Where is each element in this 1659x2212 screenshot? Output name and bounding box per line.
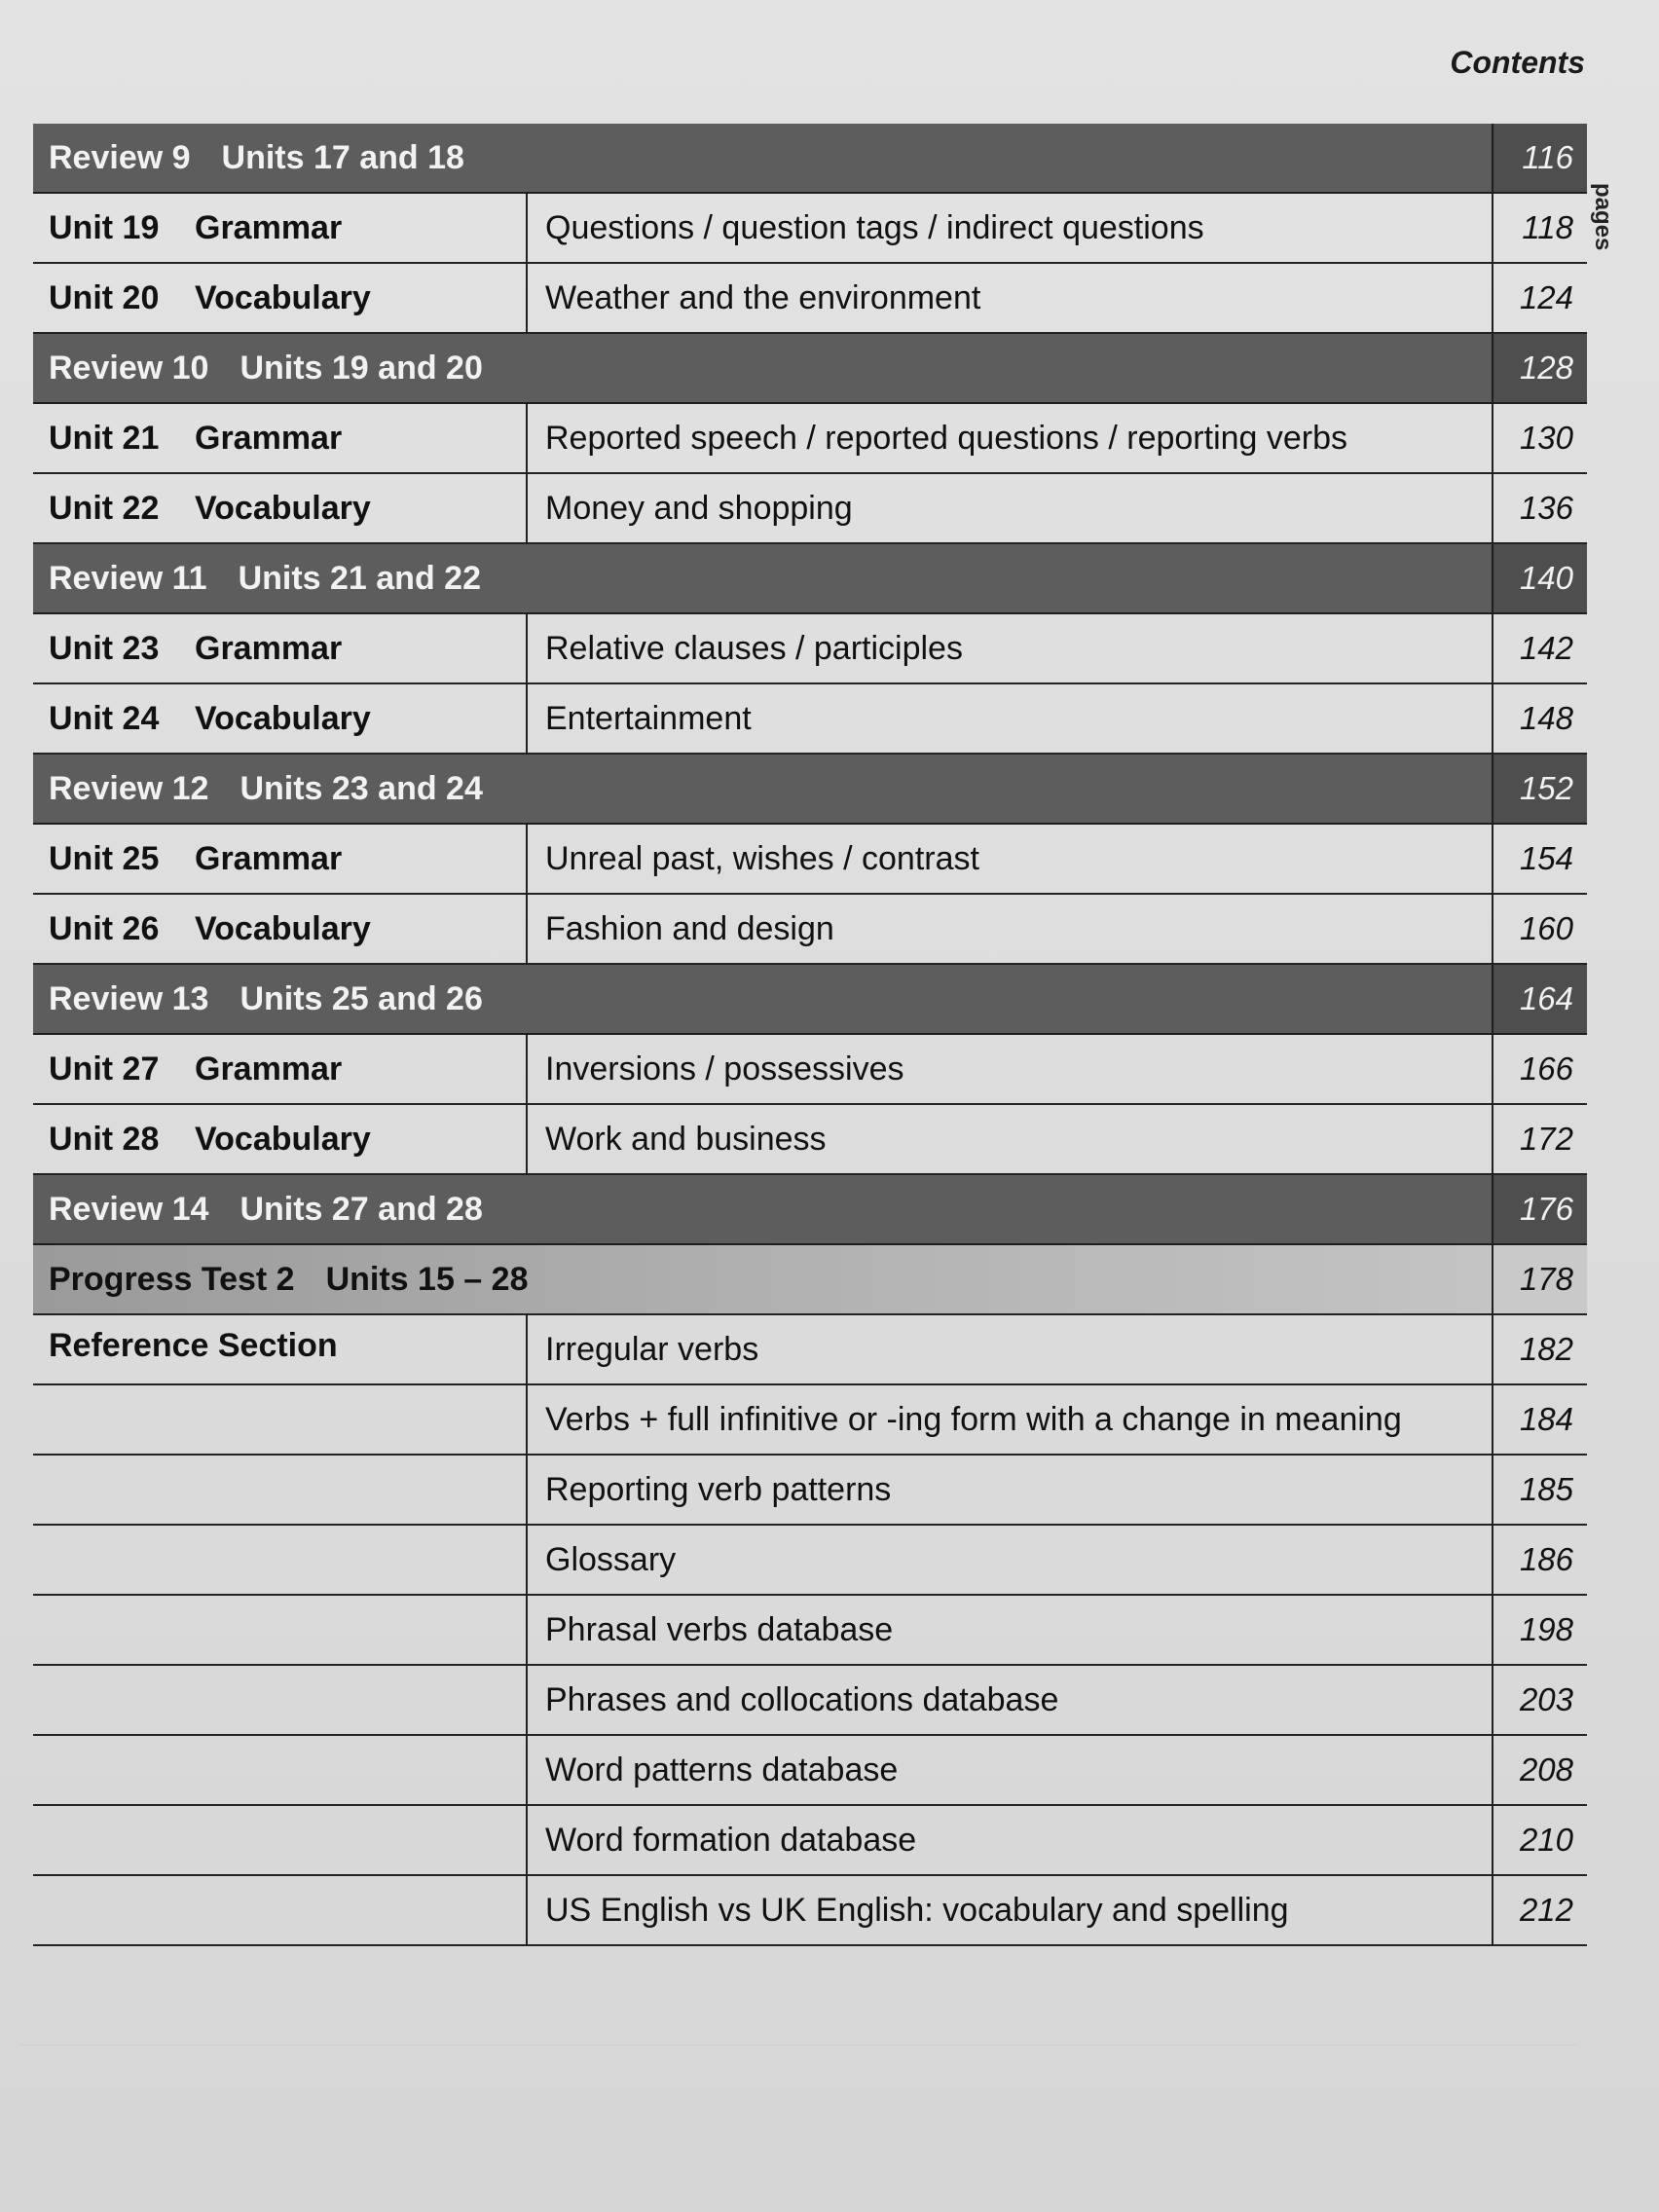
toc-row-unit <box>33 614 1587 684</box>
toc-row-unit <box>33 194 1587 264</box>
unit-heading <box>33 684 528 753</box>
progress-heading <box>33 1245 1492 1313</box>
review-heading <box>33 334 1492 402</box>
unit-heading <box>33 1105 528 1173</box>
unit-topic: Weather and the environment <box>545 278 981 316</box>
toc-row-unit <box>33 1105 1587 1175</box>
reference-section-cell <box>33 1385 528 1454</box>
unit-heading <box>33 614 528 682</box>
reference-section-cell <box>33 1596 528 1664</box>
unit-kind: Grammar <box>195 419 343 457</box>
review-label: Review 13 <box>49 979 209 1017</box>
review-label: Review 12 <box>49 769 209 807</box>
page-number: 128 <box>1492 334 1587 402</box>
page-number: 198 <box>1492 1596 1587 1664</box>
contents-table <box>33 124 1587 1946</box>
page-number: 176 <box>1492 1175 1587 1243</box>
page-number: 210 <box>1492 1806 1587 1874</box>
running-head: Contents <box>1450 45 1585 80</box>
review-units: Units 27 and 28 <box>240 1190 483 1228</box>
unit-topic: Inversions / possessives <box>545 1050 904 1088</box>
unit-topic: Entertainment <box>545 699 752 737</box>
reference-section-cell <box>33 1526 528 1594</box>
review-heading <box>33 544 1492 612</box>
unit-label: Unit 23 <box>49 629 160 667</box>
reference-row <box>33 1456 1587 1526</box>
reference-section-cell <box>33 1456 528 1524</box>
progress-label: Progress Test 2 <box>49 1260 295 1298</box>
reference-row <box>33 1666 1587 1736</box>
unit-label: Unit 19 <box>49 208 160 246</box>
reference-topic: US English vs UK English: vocabulary and spelling <box>545 1891 1289 1929</box>
unit-topic: Work and business <box>545 1120 827 1158</box>
reference-topic: Verbs + full infinitive or -ing form with a change in meaning <box>545 1400 1402 1438</box>
unit-kind: Grammar <box>195 1050 343 1088</box>
toc-row-unit <box>33 684 1587 755</box>
review-units: Units 21 and 22 <box>238 559 481 597</box>
reference-section-cell <box>33 1876 528 1944</box>
unit-heading <box>33 194 528 262</box>
page-number: 142 <box>1492 614 1587 682</box>
page-number: 116 <box>1492 124 1587 192</box>
bleed-through-area <box>19 2045 1577 2192</box>
review-label: Review 14 <box>49 1190 209 1228</box>
side-tab: pages <box>1590 183 1616 251</box>
page-number: 185 <box>1492 1456 1587 1524</box>
page-number: 160 <box>1492 895 1587 963</box>
reference-row <box>33 1736 1587 1806</box>
unit-heading <box>33 895 528 963</box>
reference-section-cell: Reference Section <box>33 1315 528 1383</box>
reference-row <box>33 1315 1587 1385</box>
unit-kind: Grammar <box>195 839 343 877</box>
page-number: 140 <box>1492 544 1587 612</box>
unit-topic: Unreal past, wishes / contrast <box>545 839 979 877</box>
toc-row-unit <box>33 404 1587 474</box>
toc-row-unit <box>33 474 1587 544</box>
page-number: 203 <box>1492 1666 1587 1734</box>
reference-topic: Word formation database <box>545 1821 917 1859</box>
reference-topic: Phrasal verbs database <box>545 1610 894 1648</box>
unit-label: Unit 20 <box>49 278 160 316</box>
toc-row-review <box>33 334 1587 404</box>
unit-label: Unit 24 <box>49 699 160 737</box>
unit-kind: Vocabulary <box>195 1120 371 1158</box>
toc-row-review <box>33 544 1587 614</box>
reference-section-cell <box>33 1806 528 1874</box>
unit-topic: Relative clauses / participles <box>545 629 963 667</box>
unit-label: Unit 22 <box>49 489 160 527</box>
unit-topic: Reported speech / reported questions / reporting verbs <box>545 419 1348 457</box>
page-number: 118 <box>1492 194 1587 262</box>
review-label: Review 10 <box>49 349 209 387</box>
page-number: 166 <box>1492 1035 1587 1103</box>
page-number: 172 <box>1492 1105 1587 1173</box>
unit-heading <box>33 404 528 472</box>
page-number: 182 <box>1492 1315 1587 1383</box>
unit-kind: Vocabulary <box>195 699 371 737</box>
reference-row <box>33 1596 1587 1666</box>
toc-row-review <box>33 1175 1587 1245</box>
unit-kind: Vocabulary <box>195 909 371 947</box>
unit-heading <box>33 1035 528 1103</box>
unit-label: Unit 28 <box>49 1120 160 1158</box>
progress-units: Units 15 – 28 <box>325 1260 529 1298</box>
reference-topic: Word patterns database <box>545 1751 899 1788</box>
unit-kind: Grammar <box>195 208 343 246</box>
review-units: Units 19 and 20 <box>240 349 483 387</box>
unit-label: Unit 21 <box>49 419 160 457</box>
reference-topic: Glossary <box>545 1540 677 1578</box>
toc-row-review <box>33 965 1587 1035</box>
reference-topic: Phrases and collocations database <box>545 1680 1059 1718</box>
unit-kind: Vocabulary <box>195 489 371 527</box>
page-number: 152 <box>1492 755 1587 823</box>
page-number: 184 <box>1492 1385 1587 1454</box>
toc-row-unit <box>33 895 1587 965</box>
review-label: Review 9 <box>49 138 191 176</box>
unit-label: Unit 25 <box>49 839 160 877</box>
unit-kind: Vocabulary <box>195 278 371 316</box>
unit-label: Unit 26 <box>49 909 160 947</box>
page-number: 164 <box>1492 965 1587 1033</box>
toc-row-unit <box>33 1035 1587 1105</box>
unit-heading <box>33 825 528 893</box>
review-heading <box>33 965 1492 1033</box>
reference-row <box>33 1526 1587 1596</box>
review-heading <box>33 1175 1492 1243</box>
toc-row-review <box>33 755 1587 825</box>
reference-row <box>33 1385 1587 1456</box>
review-units: Units 17 and 18 <box>221 138 464 176</box>
reference-topic: Reporting verb patterns <box>545 1470 892 1508</box>
toc-row-unit <box>33 825 1587 895</box>
unit-heading <box>33 264 528 332</box>
page-number: 186 <box>1492 1526 1587 1594</box>
unit-topic: Fashion and design <box>545 909 834 947</box>
reference-row <box>33 1876 1587 1946</box>
review-units: Units 25 and 26 <box>240 979 483 1017</box>
review-heading <box>33 124 1492 192</box>
page-number: 178 <box>1492 1245 1587 1313</box>
page-number: 154 <box>1492 825 1587 893</box>
page-number: 136 <box>1492 474 1587 542</box>
page-number: 124 <box>1492 264 1587 332</box>
page-number: 208 <box>1492 1736 1587 1804</box>
unit-topic: Questions / question tags / indirect questions <box>545 208 1204 246</box>
toc-row-progress-test <box>33 1245 1587 1315</box>
reference-section-cell <box>33 1736 528 1804</box>
unit-label: Unit 27 <box>49 1050 160 1088</box>
reference-topic: Irregular verbs <box>545 1330 759 1368</box>
page-number: 212 <box>1492 1876 1587 1944</box>
review-label: Review 11 <box>49 559 207 597</box>
page-number: 130 <box>1492 404 1587 472</box>
toc-row-unit <box>33 264 1587 334</box>
unit-topic: Money and shopping <box>545 489 853 527</box>
review-heading <box>33 755 1492 823</box>
review-units: Units 23 and 24 <box>240 769 483 807</box>
toc-row-review <box>33 124 1587 194</box>
unit-kind: Grammar <box>195 629 343 667</box>
page-number: 148 <box>1492 684 1587 753</box>
reference-section-cell <box>33 1666 528 1734</box>
unit-heading <box>33 474 528 542</box>
reference-row <box>33 1806 1587 1876</box>
